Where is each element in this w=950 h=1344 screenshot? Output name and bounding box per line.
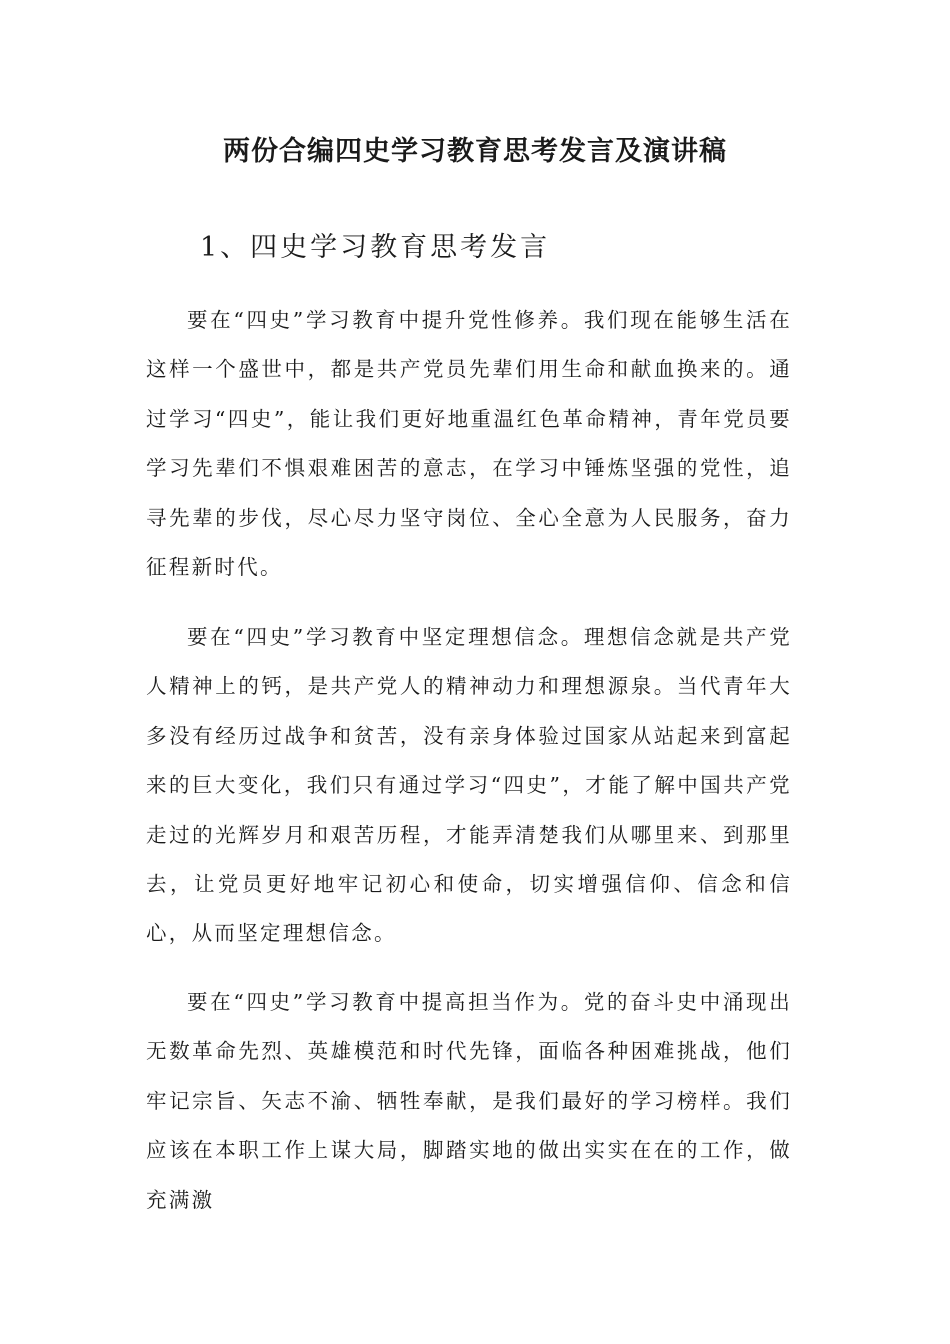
document-title: 两份合编四史学习教育思考发言及演讲稿 <box>223 136 727 167</box>
paragraph-2: 要在“四史”学习教育中坚定理想信念。理想信念就是共产党人精神上的钙，是共产党人的精神动力和理想源泉。当代青年大多没有经历过战争和贫苦，没有亲身体验过国家从站起来到富起来的巨大变化，我们只有通过学习“四史”，才能了解中国共产党走过的光辉岁月和艰苦历程，才能弄清楚我们从哪里来、到那里去，让党员更好地牢记初心和使命，切实增强信仰、信念和信心，从而坚定理想信念。 <box>146 625 792 946</box>
paragraph-1: 要在“四史”学习教育中提升党性修养。我们现在能够生活在这样一个盛世中，都是共产党员先辈们用生命和献血换来的。通过学习“四史”，能让我们更好地重温红色革命精神，青年党员要学习先辈们不惧艰难困苦的意志，在学习中锤炼坚强的党性，追寻先辈的步伐，尽心尽力坚守岗位、全心全意为人民服务，奋力征程新时代。 <box>146 308 792 580</box>
section-heading: 1、四史学习教育思考发言 <box>200 232 551 263</box>
paragraph-3: 要在“四史”学习教育中提高担当作为。党的奋斗史中涌现出无数革命先烈、英雄模范和时代先锋，面临各种困难挑战，他们牢记宗旨、矢志不渝、牺牲奉献，是我们最好的学习榜样。我们应该在本职工作上谋大局，脚踏实地的做出实实在在的工作，做充满激 <box>146 990 792 1212</box>
